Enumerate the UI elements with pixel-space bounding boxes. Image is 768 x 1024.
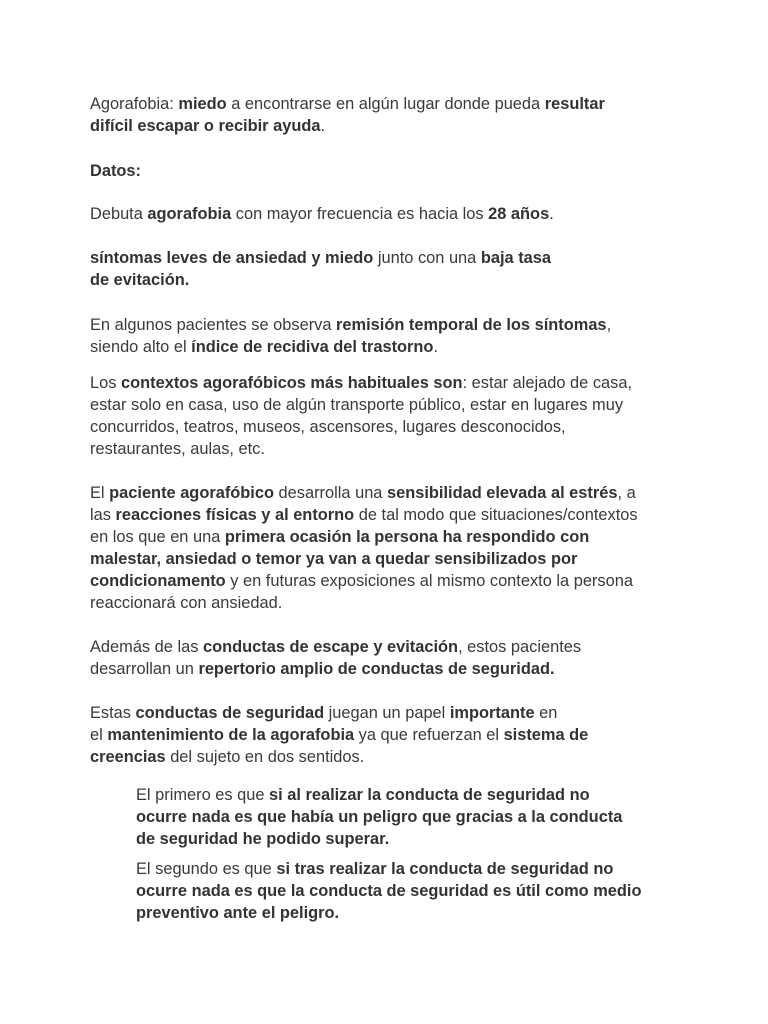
bold-text-run: primera ocasión la persona ha respondido con bbox=[224, 528, 590, 546]
text-run: El primero es que bbox=[136, 786, 270, 804]
bold-text-run: conductas de seguridad bbox=[135, 704, 325, 722]
text-run: , estos pacientes bbox=[458, 638, 582, 656]
text-run: junto con una bbox=[373, 249, 481, 267]
text-run: del sujeto en dos sentidos. bbox=[165, 748, 365, 766]
bold-text-run: de evitación. bbox=[90, 271, 190, 289]
text-run: . bbox=[320, 117, 326, 135]
bold-text-run: Datos: bbox=[90, 162, 141, 180]
text-run: restaurantes, aulas, etc. bbox=[90, 440, 265, 458]
text-run: el bbox=[90, 726, 108, 744]
text-run: reaccionará con ansiedad. bbox=[90, 594, 283, 612]
bold-text-run: 28 años bbox=[488, 205, 550, 223]
text-run: . bbox=[549, 205, 554, 223]
text-run: ya que refuerzan el bbox=[354, 726, 504, 744]
bold-text-run: ocurre nada es que había un peligro que gracias a la conducta bbox=[136, 808, 623, 826]
bold-text-run: de seguridad he podido superar. bbox=[136, 830, 390, 848]
bold-text-run: difícil escapar o recibir ayuda bbox=[90, 117, 321, 135]
contexts-paragraph bbox=[90, 372, 690, 460]
bold-text-run: preventivo ante el peligro. bbox=[136, 904, 340, 922]
text-run: juegan un papel bbox=[324, 704, 450, 722]
second-sense-paragraph bbox=[136, 858, 696, 924]
text-run: Debuta bbox=[90, 205, 148, 223]
definition-paragraph bbox=[90, 93, 690, 137]
bold-text-run: importante bbox=[449, 704, 535, 722]
text-run: siendo alto el bbox=[90, 338, 192, 356]
text-run: , bbox=[606, 316, 612, 334]
text-run: Agorafobia: bbox=[90, 95, 179, 113]
text-run: . bbox=[433, 338, 439, 356]
text-run: y en futuras exposiciones al mismo contexto la persona bbox=[225, 572, 633, 590]
bold-text-run: sensibilidad elevada al estrés bbox=[386, 484, 618, 502]
bold-text-run: paciente agorafóbico bbox=[109, 484, 274, 502]
text-run: El bbox=[90, 484, 110, 502]
text-run: las bbox=[90, 506, 116, 524]
bold-text-run: resultar bbox=[544, 95, 605, 113]
bold-text-run: creencias bbox=[90, 748, 166, 766]
text-run: de tal modo que situaciones/contextos bbox=[354, 506, 638, 524]
text-run: : estar alejado de casa, bbox=[462, 374, 633, 392]
symptoms-paragraph bbox=[90, 247, 690, 291]
text-run: Además de las bbox=[90, 638, 203, 656]
bold-text-run: malestar, ansiedad o temor ya van a quedar sensibilizados por bbox=[90, 550, 578, 568]
text-run: El segundo es que bbox=[136, 860, 277, 878]
text-run: Estas bbox=[90, 704, 136, 722]
bold-text-run: remisión temporal de los síntomas bbox=[336, 316, 607, 334]
text-run: estar solo en casa, uso de algún transporte público, estar en lugares muy bbox=[90, 396, 624, 414]
bold-text-run: si al realizar la conducta de seguridad no bbox=[269, 786, 590, 804]
bold-text-run: si tras realizar la conducta de seguridad no bbox=[276, 860, 614, 878]
text-run: Los bbox=[90, 374, 121, 392]
safety-behaviors-paragraph bbox=[90, 702, 690, 768]
text-run: En algunos pacientes se observa bbox=[90, 316, 337, 334]
data-heading bbox=[90, 160, 690, 182]
bold-text-run: repertorio amplio de conductas de seguridad. bbox=[198, 660, 555, 678]
bold-text-run: reacciones físicas y al entorno bbox=[115, 506, 355, 524]
bold-text-run: condicionamento bbox=[90, 572, 226, 590]
sensitivity-paragraph bbox=[90, 482, 690, 614]
text-run: desarrolla una bbox=[274, 484, 387, 502]
behaviors-paragraph bbox=[90, 636, 690, 680]
text-run: a encontrarse en algún lugar donde pueda bbox=[226, 95, 545, 113]
bold-text-run: baja tasa bbox=[480, 249, 552, 267]
bold-text-run: ocurre nada es que la conducta de seguridad es útil como medio bbox=[136, 882, 642, 900]
bold-text-run: conductas de escape y evitación bbox=[202, 638, 459, 656]
text-run: desarrollan un bbox=[90, 660, 199, 678]
bold-text-run: agorafobia bbox=[147, 205, 232, 223]
text-run: con mayor frecuencia es hacia los bbox=[231, 205, 489, 223]
text-run: en los que en una bbox=[90, 528, 225, 546]
text-run: en bbox=[534, 704, 558, 722]
bold-text-run: contextos agorafóbicos más habituales son bbox=[120, 374, 463, 392]
remission-paragraph bbox=[90, 314, 690, 358]
text-run: , a bbox=[617, 484, 636, 502]
bold-text-run: mantenimiento de la agorafobia bbox=[107, 726, 355, 744]
text-run: concurridos, teatros, museos, ascensores, lugares desconocidos, bbox=[90, 418, 566, 436]
onset-paragraph bbox=[90, 203, 690, 225]
first-sense-paragraph bbox=[136, 784, 696, 850]
bold-text-run: síntomas leves de ansiedad y miedo bbox=[90, 249, 374, 267]
bold-text-run: sistema de bbox=[503, 726, 589, 744]
bold-text-run: índice de recidiva del trastorno bbox=[191, 338, 434, 356]
bold-text-run: miedo bbox=[178, 95, 227, 113]
